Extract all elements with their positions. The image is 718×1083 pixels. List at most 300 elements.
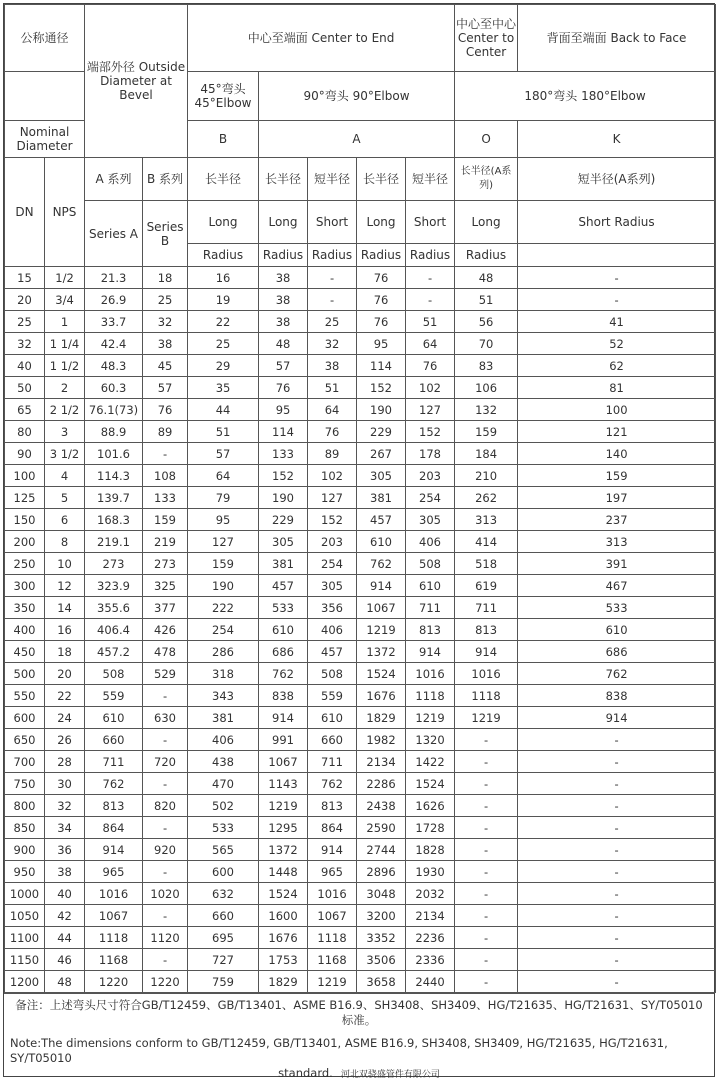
cell-a180-short: 2032 [406, 883, 455, 905]
cell-a180-short: 914 [406, 641, 455, 663]
outside-diameter-header: 端部外径 Outside Diameter at Bevel [85, 5, 188, 158]
cell-a90-short: 559 [308, 685, 357, 707]
cell-o-long: 83 [455, 355, 518, 377]
cell-od-a: 26.9 [85, 289, 143, 311]
cell-a180-long: 3658 [357, 971, 406, 993]
cell-dn: 125 [5, 487, 45, 509]
cell-k-short: - [518, 971, 716, 993]
cell-od-a: 139.7 [85, 487, 143, 509]
cell-k-short: 140 [518, 443, 716, 465]
table-row [5, 707, 716, 729]
cell-k-short: - [518, 861, 716, 883]
cell-od-b: 133 [143, 487, 188, 509]
cell-od-b: 377 [143, 597, 188, 619]
o-long-cn-header: 长半径(A系列) [455, 158, 518, 201]
cell-a90-short: 1168 [308, 949, 357, 971]
cell-a90-long: 1524 [259, 883, 308, 905]
cell-od-b: 57 [143, 377, 188, 399]
cell-od-a: 114.3 [85, 465, 143, 487]
cell-o-long: 70 [455, 333, 518, 355]
cell-a90-short: 102 [308, 465, 357, 487]
cell-dn: 750 [5, 773, 45, 795]
table-row [5, 619, 716, 641]
cell-od-b: 630 [143, 707, 188, 729]
cell-nps: 3 [45, 421, 85, 443]
cell-b-long: 29 [188, 355, 259, 377]
cell-a90-long: 152 [259, 465, 308, 487]
cell-o-long: 914 [455, 641, 518, 663]
cell-k-short: - [518, 949, 716, 971]
cell-o-long: 1118 [455, 685, 518, 707]
cell-a180-short: 2336 [406, 949, 455, 971]
cell-a180-short: - [406, 289, 455, 311]
cell-a90-long: 1295 [259, 817, 308, 839]
table-row [5, 311, 716, 333]
table-row [5, 355, 716, 377]
cell-b-long: 254 [188, 619, 259, 641]
cell-b-long: 438 [188, 751, 259, 773]
cell-dn: 1050 [5, 905, 45, 927]
cell-nps: 1/2 [45, 267, 85, 289]
cell-b-long: 16 [188, 267, 259, 289]
cell-a180-long: 76 [357, 289, 406, 311]
note-english-end [10, 1066, 708, 1083]
cell-nps: 34 [45, 817, 85, 839]
note-standard: standard. [278, 1066, 333, 1080]
cell-nps: 1 1/4 [45, 333, 85, 355]
cell-a180-short: 1118 [406, 685, 455, 707]
cell-nps: 26 [45, 729, 85, 751]
cell-od-a: 864 [85, 817, 143, 839]
cell-od-b: 45 [143, 355, 188, 377]
cell-nps: 20 [45, 663, 85, 685]
cell-a180-long: 305 [357, 465, 406, 487]
cell-k-short: 62 [518, 355, 716, 377]
cell-nps: 1 [45, 311, 85, 333]
nominal-en-header: Nominal Diameter [5, 121, 85, 158]
k-blank-cell [518, 244, 716, 267]
cell-k-short: 121 [518, 421, 716, 443]
cell-k-short: - [518, 927, 716, 949]
cell-a90-short: 965 [308, 861, 357, 883]
cell-k-short: 914 [518, 707, 716, 729]
cell-od-a: 42.4 [85, 333, 143, 355]
cell-nps: 48 [45, 971, 85, 993]
cell-dn: 50 [5, 377, 45, 399]
cell-a180-short: 406 [406, 531, 455, 553]
cell-o-long: 132 [455, 399, 518, 421]
nominal-blank-cell [5, 72, 85, 121]
table-row [5, 531, 716, 553]
cell-od-b: 920 [143, 839, 188, 861]
cell-a90-long: 57 [259, 355, 308, 377]
cell-a180-long: 457 [357, 509, 406, 531]
cell-b-long: 159 [188, 553, 259, 575]
cell-b-long: 44 [188, 399, 259, 421]
cell-k-short: 686 [518, 641, 716, 663]
cell-od-b: 529 [143, 663, 188, 685]
cell-a90-short: 1118 [308, 927, 357, 949]
cell-a90-short: - [308, 267, 357, 289]
cell-a180-long: 3200 [357, 905, 406, 927]
table-row [5, 773, 716, 795]
cell-k-short: - [518, 751, 716, 773]
cell-k-short: - [518, 795, 716, 817]
cell-nps: 28 [45, 751, 85, 773]
cell-a180-long: 152 [357, 377, 406, 399]
cell-od-b: 219 [143, 531, 188, 553]
cell-od-b: - [143, 685, 188, 707]
cell-nps: 44 [45, 927, 85, 949]
cell-a180-long: 2438 [357, 795, 406, 817]
cell-a180-short: 127 [406, 399, 455, 421]
cell-dn: 90 [5, 443, 45, 465]
cell-a180-long: 3048 [357, 883, 406, 905]
cell-nps: 6 [45, 509, 85, 531]
cell-a180-long: 610 [357, 531, 406, 553]
table-row [5, 949, 716, 971]
cell-a180-long: 229 [357, 421, 406, 443]
cell-od-a: 1067 [85, 905, 143, 927]
cell-dn: 350 [5, 597, 45, 619]
cell-a90-long: 457 [259, 575, 308, 597]
col-o-header: O [455, 121, 518, 158]
cell-od-a: 355.6 [85, 597, 143, 619]
cell-nps: 2 [45, 377, 85, 399]
cell-a180-short: - [406, 267, 455, 289]
cell-a180-long: 1524 [357, 663, 406, 685]
cell-nps: 30 [45, 773, 85, 795]
cell-a180-short: 152 [406, 421, 455, 443]
a90-long-cn-header: 长半径 [259, 158, 308, 201]
cell-dn: 25 [5, 311, 45, 333]
cell-o-long: - [455, 861, 518, 883]
cell-od-b: 1020 [143, 883, 188, 905]
cell-b-long: 381 [188, 707, 259, 729]
cell-od-b: 325 [143, 575, 188, 597]
cell-o-long: 1016 [455, 663, 518, 685]
table-row [5, 333, 716, 355]
a90-short-radius-header: Radius [308, 244, 357, 267]
cell-a180-short: 102 [406, 377, 455, 399]
cell-o-long: - [455, 883, 518, 905]
cell-a180-short: 1524 [406, 773, 455, 795]
cell-dn: 200 [5, 531, 45, 553]
table-row [5, 861, 716, 883]
cell-a90-long: 48 [259, 333, 308, 355]
cell-dn: 450 [5, 641, 45, 663]
cell-od-b: 1220 [143, 971, 188, 993]
cell-a180-short: 813 [406, 619, 455, 641]
cell-a90-long: 1676 [259, 927, 308, 949]
cell-od-b: - [143, 443, 188, 465]
series-b-header: Series B [143, 201, 188, 267]
cell-od-b: 720 [143, 751, 188, 773]
cell-a180-short: 51 [406, 311, 455, 333]
a90-long-radius-header: Radius [259, 244, 308, 267]
cell-a90-long: 305 [259, 531, 308, 553]
cell-b-long: 25 [188, 333, 259, 355]
notes-section [4, 993, 714, 1083]
nps-header: NPS [45, 158, 85, 267]
cell-nps: 2 1/2 [45, 399, 85, 421]
cell-a90-short: 203 [308, 531, 357, 553]
cell-a90-short: 25 [308, 311, 357, 333]
cell-a180-short: 1828 [406, 839, 455, 861]
cell-a180-long: 95 [357, 333, 406, 355]
cell-k-short: - [518, 839, 716, 861]
cell-a90-short: 51 [308, 377, 357, 399]
cell-a180-short: 508 [406, 553, 455, 575]
cell-a90-long: 991 [259, 729, 308, 751]
elbow-dimension-table [4, 4, 716, 993]
cell-a90-long: 1372 [259, 839, 308, 861]
k-short-radius-header: Short Radius [518, 201, 716, 244]
cell-a180-long: 1829 [357, 707, 406, 729]
cell-a180-long: 1982 [357, 729, 406, 751]
col-a-header: A [259, 121, 455, 158]
table-row [5, 267, 716, 289]
cell-a90-long: 533 [259, 597, 308, 619]
table-row [5, 905, 716, 927]
cell-b-long: 318 [188, 663, 259, 685]
cell-od-a: 610 [85, 707, 143, 729]
cell-o-long: 51 [455, 289, 518, 311]
cell-nps: 36 [45, 839, 85, 861]
cell-dn: 1200 [5, 971, 45, 993]
cell-od-b: - [143, 817, 188, 839]
cell-o-long: 813 [455, 619, 518, 641]
cell-k-short: - [518, 773, 716, 795]
b-long-header: Long [188, 201, 259, 244]
cell-dn: 400 [5, 619, 45, 641]
b-radius-header: Radius [188, 244, 259, 267]
cell-b-long: 343 [188, 685, 259, 707]
cell-nps: 42 [45, 905, 85, 927]
cell-dn: 32 [5, 333, 45, 355]
cell-a180-short: 254 [406, 487, 455, 509]
header-row-4 [5, 158, 716, 201]
cell-dn: 950 [5, 861, 45, 883]
cell-dn: 80 [5, 421, 45, 443]
table-row [5, 465, 716, 487]
cell-b-long: 727 [188, 949, 259, 971]
cell-k-short: - [518, 883, 716, 905]
cell-a90-short: 508 [308, 663, 357, 685]
cell-a180-long: 2896 [357, 861, 406, 883]
cell-a90-long: 38 [259, 267, 308, 289]
cell-od-a: 60.3 [85, 377, 143, 399]
cell-a90-long: 1448 [259, 861, 308, 883]
a90-short-cn-header: 短半径 [308, 158, 357, 201]
cell-od-b: 820 [143, 795, 188, 817]
cell-a180-short: 2440 [406, 971, 455, 993]
cell-od-a: 406.4 [85, 619, 143, 641]
cell-o-long: 313 [455, 509, 518, 531]
cell-k-short: 159 [518, 465, 716, 487]
a180-short-cn-header: 短半径 [406, 158, 455, 201]
cell-a90-short: - [308, 289, 357, 311]
a180-long-cn-header: 长半径 [357, 158, 406, 201]
cell-k-short: 762 [518, 663, 716, 685]
cell-b-long: 600 [188, 861, 259, 883]
cell-a180-long: 190 [357, 399, 406, 421]
cell-a180-short: 64 [406, 333, 455, 355]
cell-a90-short: 813 [308, 795, 357, 817]
cell-o-long: 518 [455, 553, 518, 575]
cell-dn: 100 [5, 465, 45, 487]
cell-a180-long: 1219 [357, 619, 406, 641]
cell-a180-short: 305 [406, 509, 455, 531]
cell-dn: 1150 [5, 949, 45, 971]
cell-b-long: 51 [188, 421, 259, 443]
table-row [5, 487, 716, 509]
cell-k-short: 100 [518, 399, 716, 421]
cell-o-long: - [455, 971, 518, 993]
cell-nps: 1 1/2 [45, 355, 85, 377]
cell-od-a: 559 [85, 685, 143, 707]
cell-a180-short: 1219 [406, 707, 455, 729]
cell-b-long: 57 [188, 443, 259, 465]
cell-dn: 40 [5, 355, 45, 377]
cell-o-long: - [455, 949, 518, 971]
cell-od-a: 76.1(73) [85, 399, 143, 421]
cell-od-b: 76 [143, 399, 188, 421]
a90-short-header: Short [308, 201, 357, 244]
dimension-rows [5, 267, 716, 993]
cell-od-b: - [143, 861, 188, 883]
cell-a90-long: 381 [259, 553, 308, 575]
cell-dn: 600 [5, 707, 45, 729]
table-row [5, 817, 716, 839]
cell-dn: 15 [5, 267, 45, 289]
elbow-90-header: 90°弯头 90°Elbow [259, 72, 455, 121]
table-row [5, 971, 716, 993]
a-series-cn-header: A 系列 [85, 158, 143, 201]
cell-od-b: - [143, 773, 188, 795]
cell-a90-short: 457 [308, 641, 357, 663]
cell-a180-short: 1930 [406, 861, 455, 883]
cell-a90-short: 38 [308, 355, 357, 377]
cell-k-short: - [518, 905, 716, 927]
cell-a180-long: 1676 [357, 685, 406, 707]
cell-a90-short: 356 [308, 597, 357, 619]
cell-b-long: 127 [188, 531, 259, 553]
cell-a90-short: 1219 [308, 971, 357, 993]
cell-dn: 300 [5, 575, 45, 597]
cell-a90-long: 1600 [259, 905, 308, 927]
cell-od-a: 457.2 [85, 641, 143, 663]
table-row [5, 795, 716, 817]
cell-o-long: - [455, 751, 518, 773]
cell-a90-short: 32 [308, 333, 357, 355]
cell-a90-short: 762 [308, 773, 357, 795]
note-english: Note:The dimensions conform to GB/T12459, GB/T13401, ASME B16.9, SH3408, SH3409, HG/T21635, HG/T21631, SY/T05010 [10, 1036, 668, 1065]
note-chinese: 备注：上述弯头尺寸符合GB/T12459、GB/T13401、ASME B16.9、SH3408、SH3409、HG/T21635、HG/T21631、SY/T05010标准。 [15, 998, 703, 1027]
cell-a180-short: 610 [406, 575, 455, 597]
cell-b-long: 632 [188, 883, 259, 905]
cell-dn: 550 [5, 685, 45, 707]
cell-dn: 650 [5, 729, 45, 751]
cell-a180-short: 1320 [406, 729, 455, 751]
cell-od-b: 159 [143, 509, 188, 531]
a180-short-header: Short [406, 201, 455, 244]
cell-od-a: 508 [85, 663, 143, 685]
table-row [5, 421, 716, 443]
cell-od-a: 168.3 [85, 509, 143, 531]
cell-o-long: 48 [455, 267, 518, 289]
cell-a180-long: 267 [357, 443, 406, 465]
cell-a180-long: 2286 [357, 773, 406, 795]
cell-k-short: 533 [518, 597, 716, 619]
cell-nps: 18 [45, 641, 85, 663]
cell-od-b: 89 [143, 421, 188, 443]
cell-b-long: 22 [188, 311, 259, 333]
cell-o-long: 210 [455, 465, 518, 487]
a90-long-header: Long [259, 201, 308, 244]
cell-od-b: 1120 [143, 927, 188, 949]
cell-a180-long: 114 [357, 355, 406, 377]
cell-a180-long: 76 [357, 267, 406, 289]
cell-a90-long: 1753 [259, 949, 308, 971]
table-row [5, 729, 716, 751]
cell-a90-long: 1143 [259, 773, 308, 795]
cell-a180-long: 3352 [357, 927, 406, 949]
cell-nps: 3 1/2 [45, 443, 85, 465]
cell-b-long: 286 [188, 641, 259, 663]
cell-dn: 800 [5, 795, 45, 817]
cell-od-a: 1220 [85, 971, 143, 993]
cell-a90-short: 76 [308, 421, 357, 443]
center-to-center-header: 中心至中心 Center to Center [455, 5, 518, 72]
table-row [5, 399, 716, 421]
cell-od-a: 965 [85, 861, 143, 883]
cell-k-short: 41 [518, 311, 716, 333]
cell-a180-long: 914 [357, 575, 406, 597]
cell-a180-short: 178 [406, 443, 455, 465]
cell-a180-long: 381 [357, 487, 406, 509]
cell-a90-short: 660 [308, 729, 357, 751]
cell-a90-short: 64 [308, 399, 357, 421]
cell-a90-long: 1219 [259, 795, 308, 817]
cell-a90-short: 406 [308, 619, 357, 641]
center-to-end-header: 中心至端面 Center to End [188, 5, 455, 72]
cell-k-short: 237 [518, 509, 716, 531]
cell-a90-short: 914 [308, 839, 357, 861]
cell-od-b: 108 [143, 465, 188, 487]
cell-k-short: 81 [518, 377, 716, 399]
series-a-header: Series A [85, 201, 143, 267]
cell-o-long: 1219 [455, 707, 518, 729]
elbow-dimension-table-container [3, 3, 715, 1080]
cell-a180-short: 203 [406, 465, 455, 487]
cell-k-short: - [518, 289, 716, 311]
cell-dn: 250 [5, 553, 45, 575]
cell-b-long: 64 [188, 465, 259, 487]
cell-nps: 3/4 [45, 289, 85, 311]
cell-od-b: 426 [143, 619, 188, 641]
a180-long-header: Long [357, 201, 406, 244]
cell-od-a: 48.3 [85, 355, 143, 377]
table-row [5, 839, 716, 861]
table-row [5, 443, 716, 465]
col-k-header: K [518, 121, 716, 158]
cell-k-short: 52 [518, 333, 716, 355]
cell-a180-long: 2590 [357, 817, 406, 839]
cell-a180-short: 76 [406, 355, 455, 377]
k-short-cn-header: 短半径(A系列) [518, 158, 716, 201]
cell-a180-long: 76 [357, 311, 406, 333]
